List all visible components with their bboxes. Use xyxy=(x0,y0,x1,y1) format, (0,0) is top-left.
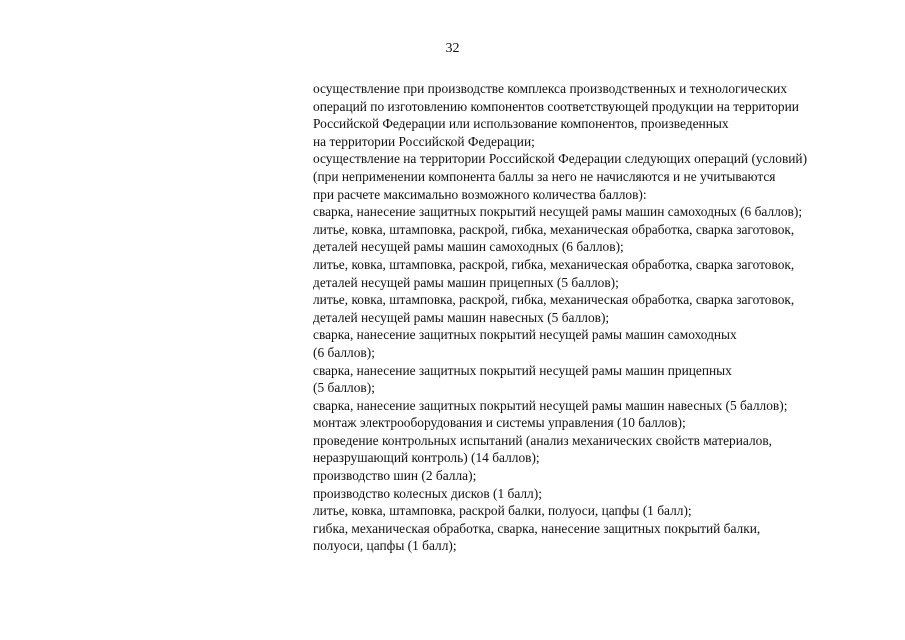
document-body xyxy=(313,80,893,555)
text-line: неразрушающий контроль) (14 баллов); xyxy=(313,450,540,466)
text-line: монтаж электрооборудования и системы управления (10 баллов); xyxy=(313,415,686,431)
text-line: литье, ковка, штамповка, раскрой балки, полуоси, цапфы (1 балл); xyxy=(313,503,692,519)
text-line: деталей несущей рамы машин навесных (5 баллов); xyxy=(313,309,610,325)
text-line: сварка, нанесение защитных покрытий несущей рамы машин самоходных (6 баллов); xyxy=(313,204,803,220)
page-number: 32 xyxy=(445,41,460,56)
text-line: осуществление на территории Российской Федерации следующих операций (условий) xyxy=(313,151,808,167)
text-line: производство шин (2 балла); xyxy=(313,468,477,484)
text-line: полуоси, цапфы (1 балл); xyxy=(313,538,457,554)
text-line: литье, ковка, штамповка, раскрой, гибка, механическая обработка, сварка заготовок, xyxy=(313,256,795,272)
text-line: деталей несущей рамы машин прицепных (5 баллов); xyxy=(313,274,619,290)
text-line: проведение контрольных испытаний (анализ механических свойств материалов, xyxy=(313,432,773,448)
text-line: литье, ковка, штамповка, раскрой, гибка, механическая обработка, сварка заготовок, xyxy=(313,221,795,237)
text-line: на территории Российской Федерации; xyxy=(313,133,535,149)
text-line: литье, ковка, штамповка, раскрой, гибка, механическая обработка, сварка заготовок, xyxy=(313,292,795,308)
text-line: при расчете максимально возможного количества баллов): xyxy=(313,186,647,202)
text-line: производство колесных дисков (1 балл); xyxy=(313,485,542,501)
text-line: (6 баллов); xyxy=(313,344,375,360)
text-line: Российской Федерации или использование компонентов, произведенных xyxy=(313,116,729,132)
text-line: сварка, нанесение защитных покрытий несущей рамы машин навесных (5 баллов); xyxy=(313,397,788,413)
text-line: операций по изготовлению компонентов соответствующей продукции на территории xyxy=(313,98,799,114)
text-line: гибка, механическая обработка, сварка, нанесение защитных покрытий балки, xyxy=(313,520,761,536)
text-line: (при неприменении компонента баллы за него не начисляются и не учитываются xyxy=(313,168,776,184)
text-line: сварка, нанесение защитных покрытий несущей рамы машин самоходных xyxy=(313,327,737,343)
text-line: деталей несущей рамы машин самоходных (6 баллов); xyxy=(313,239,624,255)
text-line: сварка, нанесение защитных покрытий несущей рамы машин прицепных xyxy=(313,362,732,378)
text-line: (5 баллов); xyxy=(313,380,375,396)
text-line: осуществление при производстве комплекса производственных и технологических xyxy=(313,81,788,96)
